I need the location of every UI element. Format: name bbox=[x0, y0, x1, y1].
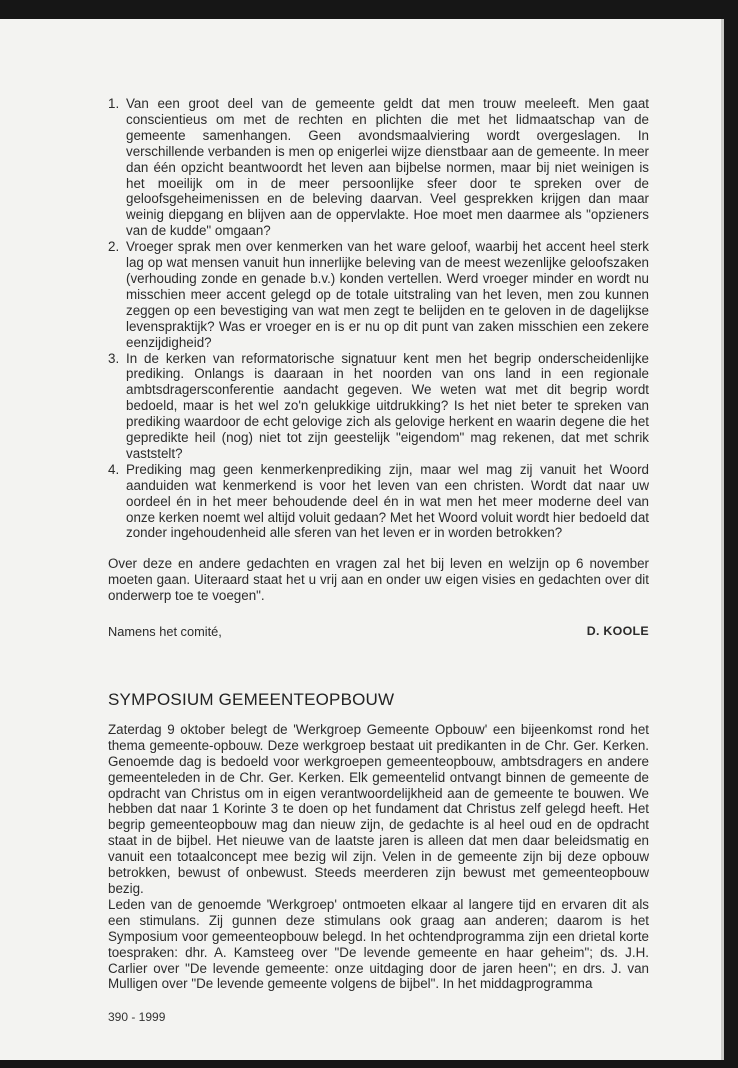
list-item bbox=[108, 239, 649, 350]
section-heading: SYMPOSIUM GEMEENTEOPBOUW bbox=[108, 690, 395, 709]
item-text: Vroeger sprak men over kenmerken van het ware geloof, waarbij het accent heel sterk lag op wat mensen vanuit hun innerlijke beleving van de meest wezenlijke geloofszaken (verhouding zonde en genade b.v.) konden vertellen. Werd vroeger minder en wordt nu misschien meer accent gelegd op de totale uitstraling van het leven, men zou kunnen zeggen op een bevestiging van wat men zegt te belijden en te geloven in de dagelijkse levenspraktijk? Was er vroeger en is er nu op dit punt van zaken misschien een zekere eenzijdigheid? bbox=[126, 239, 649, 350]
signature-name: D. KOOLE bbox=[586, 624, 649, 639]
list-item bbox=[108, 351, 649, 462]
item-number: 2. bbox=[108, 239, 120, 255]
item-text: In de kerken van reformatorische signatuur kent men het begrip onderscheidenlijke prediking. Onlangs is daaraan in het noorden van ons land in een regionale ambtsdragersconferentie aandacht gegeven. We weten wat met dit begrip wordt bedoeld, maar is het wel zo'n gelukkige uitdrukking? Is het niet beter te spreken van prediking waardoor de echt gelovige zich als gelovige herkent en waarin degene die het gepredikte heil (nog) niet tot zijn geestelijk "eigendom" mag rekenen, dat met schrik vaststelt? bbox=[126, 350, 649, 461]
section-paragraph: Leden van de genoemde 'Werkgroep' ontmoeten elkaar al langere tijd en ervaren dit als een stimulans. Zij gunnen deze stimulans ook graag aan anderen; daarom is het Symposium voor gemeenteopbouw belegd. In het ochtendprogramma zijn een drietal korte toespraken: dhr. A. Kamsteeg over "De levende gemeente en haar geheim"; ds. J.H. Carlier over "De levende gemeente: onze uitdaging door de jaren heen"; en drs. J. van Mulligen over "De levende gemeente volgens de bijbel". In het middagprogramma bbox=[108, 896, 649, 992]
item-text: Prediking mag geen kenmerkenprediking zijn, maar wel mag zij vanuit het Woord aanduiden wat kenmerkend is voor het leven van een christen. Wordt dat naar uw oordeel én in het meer behoudende deel én in wat men het meer moderne deel van onze kerken noemt wel altijd voluit gedaan? Met het Woord voluit wordt hier bedoeld dat zonder ingehoudenheid alle sferen van het leven er in worden betrokken? bbox=[126, 461, 649, 541]
signature-row bbox=[108, 624, 649, 640]
signature-label: Namens het comité, bbox=[108, 624, 222, 640]
scan-border-bottom bbox=[0, 1060, 738, 1068]
page-number: 390 - 1999 bbox=[108, 1010, 166, 1024]
list-item bbox=[108, 462, 649, 542]
closing-paragraph: Over deze en andere gedachten en vragen zal het bij leven en welzijn op 6 november moeten gaan. Uiteraard staat het u vrij aan en onder uw eigen visies en gedachten over dit onderwerp toe te voegen". bbox=[108, 556, 649, 604]
page-edge-shadow bbox=[721, 19, 724, 1060]
item-number: 3. bbox=[108, 350, 120, 366]
section-paragraph: Zaterdag 9 oktober belegt de 'Werkgroep Gemeente Opbouw' een bijeenkomst rond het thema gemeente-opbouw. Deze werkgroep bestaat uit predikanten in de Chr. Ger. Kerken. Genoemde dag is bedoeld voor werkgroepen gemeenteopbouw, ambtsdragers en andere gemeenteleden in de Chr. Ger. Kerken. Elk gemeentelid ontvangt binnen de gemeente de opdracht van Christus om in eigen verantwoordelijkheid aan de gemeente te bouwen. We hebben dat naar 1 Korinte 3 te doen op het fundament dat Christus zelf gelegd heeft. Het begrip gemeenteopbouw mag dan nieuw zijn, de gedachte is al heel oud en de opdracht staat in de bijbel. Het nieuwe van de laatste jaren is alleen dat men daar beleidsmatig en vanuit een totaalconcept mee bezig wil zijn. Velen in de gemeente zijn bij deze opbouw betrokken, bewust of onbewust. Steeds meerderen zijn bewust met gemeenteopbouw bezig. bbox=[108, 721, 649, 896]
scan-border-top bbox=[0, 0, 738, 19]
article-body bbox=[108, 96, 649, 992]
list-item bbox=[108, 96, 649, 239]
scan-border-right bbox=[724, 0, 738, 1068]
numbered-questions bbox=[108, 96, 649, 541]
item-number: 4. bbox=[108, 461, 120, 477]
item-number: 1. bbox=[108, 96, 120, 111]
item-text: Van een groot deel van de gemeente geldt dat men trouw meeleeft. Men gaat conscientieus om met de rechten en plichten die met het lidmaatschap van de gemeente samenhangen. Geen avondsmaalviering wordt overgeslagen. In verschillende verbanden is men op enigerlei wijze dienstbaar aan de gemeente. In meer dan één opzicht beantwoordt het leven aan bijbelse normen, maar bij niet weinigen is het moeilijk om in de meer persoonlijke sfeer door te spreken over de geloofsgeheimenissen en de beleving daarvan. Veel gesprekken krijgen dan maar weinig diepgang en blijven aan de oppervlakte. Hoe moet men daarmee als "opzieners van de kudde" omgaan? bbox=[126, 96, 649, 239]
